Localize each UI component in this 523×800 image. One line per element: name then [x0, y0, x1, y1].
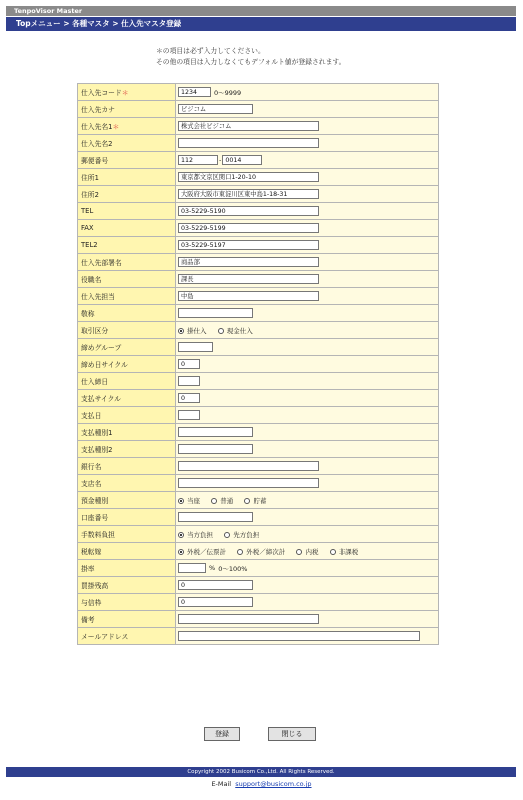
- radio-trade-cash[interactable]: 現金仕入: [218, 326, 253, 335]
- remarks-input[interactable]: [178, 614, 319, 624]
- label-remarks: 備考: [78, 611, 176, 628]
- radio-icon: [244, 498, 250, 504]
- instruction-line-1: ＊の項目は必ず入力してください。: [156, 47, 265, 55]
- label-address2: 住所2: [78, 186, 176, 203]
- form-row: [78, 594, 439, 611]
- credit-limit-input[interactable]: 0: [178, 597, 253, 607]
- bank-name-input[interactable]: [178, 461, 319, 471]
- form-row: [78, 373, 439, 390]
- form-row: [78, 611, 439, 628]
- footer-bar: [6, 767, 516, 777]
- form-row: [78, 254, 439, 271]
- radio-icon: [211, 498, 217, 504]
- radio-icon: [218, 328, 224, 334]
- label-purchase-closing-day: 仕入締日: [78, 373, 176, 390]
- supplier-kana-input[interactable]: ビジコム: [178, 104, 253, 114]
- form-row: [78, 526, 439, 543]
- label-payment-type2: 支払種別2: [78, 441, 176, 458]
- instructions: [156, 46, 345, 67]
- support-email-link[interactable]: support@busicom.co.jp: [235, 780, 312, 788]
- radio-icon: [224, 532, 230, 538]
- label-supplier-name2: 仕入先名2: [78, 135, 176, 152]
- form-row: [78, 186, 439, 203]
- form-row: [78, 101, 439, 118]
- supplier-form: [77, 83, 439, 645]
- label-supplier-code: 仕入先コード＊: [78, 84, 176, 101]
- rate-unit: %: [209, 564, 216, 572]
- radio-selected-icon: [178, 498, 184, 504]
- form-row: [78, 577, 439, 594]
- label-fax: FAX: [78, 220, 176, 237]
- form-row: [78, 458, 439, 475]
- purchase-closing-day-input[interactable]: [178, 376, 200, 386]
- form-row: [78, 407, 439, 424]
- breadcrumb-text: Topメニュー > 各種マスタ > 仕入先マスタ登録: [16, 19, 182, 28]
- label-address1: 住所1: [78, 169, 176, 186]
- label-department: 仕入先部署名: [78, 254, 176, 271]
- form-row: [78, 543, 439, 560]
- label-supplier-kana: 仕入先カナ: [78, 101, 176, 118]
- account-number-input[interactable]: [178, 512, 253, 522]
- radio-fee-ours[interactable]: 当方負担: [178, 530, 213, 539]
- branch-name-input[interactable]: [178, 478, 319, 488]
- form-row: [78, 84, 439, 101]
- label-payment-type1: 支払種別1: [78, 424, 176, 441]
- app-title: TenpoVisor Master: [14, 7, 83, 15]
- label-contact: 仕入先担当: [78, 288, 176, 305]
- breadcrumb: [6, 17, 516, 31]
- rate-hint: 0〜100%: [218, 564, 248, 573]
- form-row: [78, 475, 439, 492]
- tel2-input[interactable]: 03-5229-5197: [178, 240, 319, 250]
- radio-tax-internal[interactable]: 内税: [296, 547, 318, 556]
- sales-discount-input[interactable]: 0: [178, 580, 253, 590]
- supplier-name1-input[interactable]: 株式会社ビジコム: [178, 121, 319, 131]
- radio-selected-icon: [178, 549, 184, 555]
- label-tax-conversion: 税転嫁: [78, 543, 176, 560]
- form-row: [78, 152, 439, 169]
- label-email: メールアドレス: [78, 628, 176, 645]
- radio-fee-theirs[interactable]: 先方負担: [224, 530, 259, 539]
- payment-day-input[interactable]: [178, 410, 200, 420]
- email-label: E-Mail: [211, 780, 232, 788]
- label-fee-burden: 手数料負担: [78, 526, 176, 543]
- label-honorific: 敬称: [78, 305, 176, 322]
- required-mark: ＊: [121, 89, 129, 97]
- radio-icon: [330, 549, 336, 555]
- label-supplier-name1: 仕入先名1＊: [78, 118, 176, 135]
- label-sales-discount: 買掛残高: [78, 577, 176, 594]
- label-trade-type: 取引区分: [78, 322, 176, 339]
- form-row: [78, 560, 439, 577]
- footer-email: [0, 780, 523, 788]
- postal-input-1[interactable]: 112: [178, 155, 218, 165]
- form-row: [78, 509, 439, 526]
- form-row: [78, 203, 439, 220]
- form-row: [78, 237, 439, 254]
- radio-tax-external-slip[interactable]: 外税／伝票計: [178, 547, 226, 556]
- supplier-code-input[interactable]: 1234: [178, 87, 211, 97]
- label-tel2: TEL2: [78, 237, 176, 254]
- radio-selected-icon: [178, 328, 184, 334]
- form-row: [78, 339, 439, 356]
- register-button[interactable]: 登録: [204, 727, 240, 741]
- radio-selected-icon: [178, 532, 184, 538]
- fax-input[interactable]: 03-5229-5199: [178, 223, 319, 233]
- instruction-line-2: その他の項目は入力しなくてもデフォルト値が登録されます。: [156, 57, 346, 66]
- postal-separator: -: [219, 156, 222, 164]
- radio-deposit-ordinary[interactable]: 普通: [211, 496, 233, 505]
- form-row: [78, 492, 439, 509]
- copyright-text: Copyright 2002 Busicom Co.,Ltd. All Rights Reserved.: [187, 769, 335, 775]
- label-bank-name: 銀行名: [78, 458, 176, 475]
- label-credit-limit: 与信枠: [78, 594, 176, 611]
- rate-input[interactable]: [178, 563, 206, 573]
- label-deposit-type: 預金種別: [78, 492, 176, 509]
- position-input[interactable]: 課長: [178, 274, 319, 284]
- radio-icon: [296, 549, 302, 555]
- tel-input[interactable]: 03-5229-5190: [178, 206, 319, 216]
- label-closing-group: 締めグループ: [78, 339, 176, 356]
- form-row: [78, 220, 439, 237]
- contact-input[interactable]: 中島: [178, 291, 319, 301]
- honorific-input[interactable]: [178, 308, 253, 318]
- label-rate: 掛率: [78, 560, 176, 577]
- postal-input-2[interactable]: 0014: [222, 155, 262, 165]
- form-row: [78, 424, 439, 441]
- email-input[interactable]: [178, 631, 420, 641]
- required-mark: ＊: [112, 123, 120, 131]
- form-row: [78, 441, 439, 458]
- form-row: [78, 305, 439, 322]
- app-title-bar: [6, 6, 516, 16]
- address1-input[interactable]: 東京都文京区関口1-20-10: [178, 172, 319, 182]
- label-payment-day: 支払日: [78, 407, 176, 424]
- form-row: [78, 322, 439, 339]
- label-position: 役職名: [78, 271, 176, 288]
- closing-cycle-input[interactable]: 0: [178, 359, 200, 369]
- radio-deposit-checking[interactable]: 当座: [178, 496, 200, 505]
- label-closing-cycle: 締め日サイクル: [78, 356, 176, 373]
- address2-input[interactable]: 大阪府大阪市東淀川区東中島1-18-31: [178, 189, 319, 199]
- supplier-name2-input[interactable]: [178, 138, 319, 148]
- form-row: [78, 628, 439, 645]
- radio-icon: [237, 549, 243, 555]
- label-tel: TEL: [78, 203, 176, 220]
- payment-cycle-input[interactable]: 0: [178, 393, 200, 403]
- form-row: [78, 390, 439, 407]
- form-row: [78, 356, 439, 373]
- payment-type2-input[interactable]: [178, 444, 253, 454]
- radio-tax-external-closing[interactable]: 外税／締次計: [237, 547, 285, 556]
- payment-type1-input[interactable]: [178, 427, 253, 437]
- form-row: [78, 135, 439, 152]
- label-payment-cycle: 支払サイクル: [78, 390, 176, 407]
- supplier-code-hint: 0〜9999: [214, 88, 242, 97]
- radio-tax-exempt[interactable]: 非課税: [330, 547, 359, 556]
- form-row: [78, 169, 439, 186]
- radio-trade-credit[interactable]: 掛仕入: [178, 326, 207, 335]
- form-row: [78, 271, 439, 288]
- form-row: [78, 288, 439, 305]
- department-input[interactable]: 商品部: [178, 257, 319, 267]
- radio-deposit-savings[interactable]: 貯蓄: [244, 496, 266, 505]
- form-row: [78, 118, 439, 135]
- label-account-number: 口座番号: [78, 509, 176, 526]
- label-branch-name: 支店名: [78, 475, 176, 492]
- label-postal: 郵便番号: [78, 152, 176, 169]
- closing-group-input[interactable]: [178, 342, 213, 352]
- close-button[interactable]: 閉じる: [268, 727, 316, 741]
